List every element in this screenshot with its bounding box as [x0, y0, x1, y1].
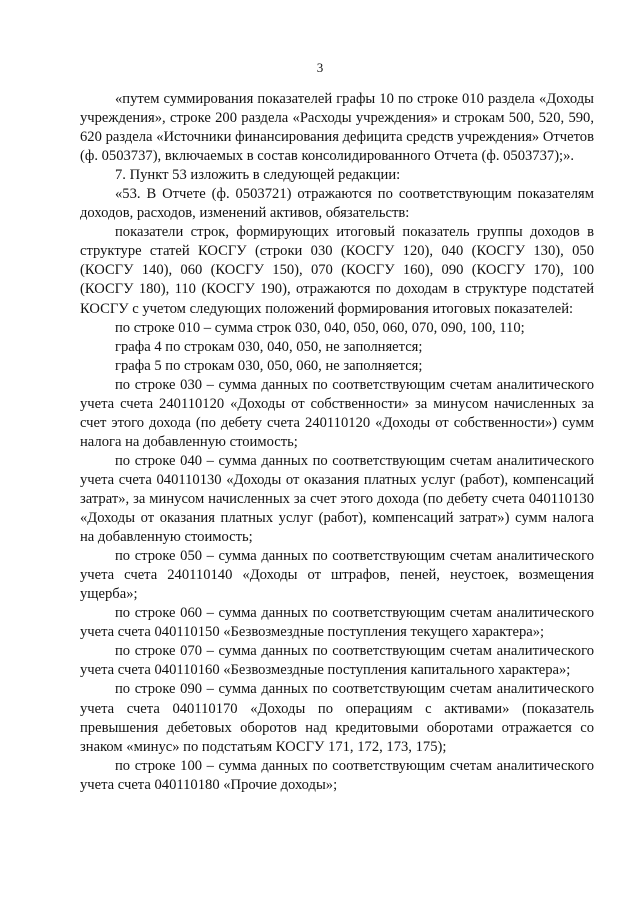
paragraph-point-53: «53. В Отчете (ф. 0503721) отражаются по соответствующим показателям доходов, расходов, изменений активов, обязательств: — [80, 186, 594, 222]
paragraph-line-070: по строке 070 – сумма данных по соответствующим счетам аналитического учета счета 040110160 «Безвозмездные поступления капитального характера»; — [80, 643, 594, 679]
paragraph-line-090: по строке 090 – сумма данных по соответствующим счетам аналитического учета счета 040110170 «Доходы по операциям с активами» (показатель превышения дебетовых оборотов над кредитовыми оборотами отражается со знаком «минус» по подстатьям КОСГУ 171, 172, 173, 175); — [80, 681, 594, 755]
page-number: 3 — [316, 60, 324, 75]
paragraph-line-100: по строке 100 – сумма данных по соответствующим счетам аналитического учета счета 040110180 «Прочие доходы»; — [80, 757, 594, 793]
paragraph-column-4: графа 4 по строкам 030, 040, 050, не заполняется; — [115, 338, 423, 355]
paragraph-summation-clause: «путем суммирования показателей графы 10 по строке 010 раздела «Доходы учреждения», строке 200 раздела «Расходы учреждения» и строкам 500, 520, 590, 620 раздела «Источники финансирования дефицита средств учреждения» Отчетов (ф. 0503737), включаемых в состав консолидированного Отчета (ф. 0503737);». — [80, 91, 594, 165]
paragraph-line-010: по строке 010 – сумма строк 030, 040, 050, 060, 070, 090, 100, 110; — [115, 319, 525, 336]
paragraph-line-040: по строке 040 – сумма данных по соответствующим счетам аналитического учета счета 040110130 «Доходы от оказания платных услуг (работ), компенсаций затрат», за минусом начисленных за счет этого дохода (по дебету счета 040110130 «Доходы от оказания платных услуг (работ), компенсаций затрат») сумм налога на добавленную стоимость; — [80, 452, 594, 546]
paragraph-column-5: графа 5 по строкам 030, 050, 060, не заполняется; — [115, 357, 423, 374]
paragraph-item-7: 7. Пункт 53 изложить в следующей редакции: — [115, 167, 401, 184]
paragraph-line-030: по строке 030 – сумма данных по соответствующим счетам аналитического учета счета 240110120 «Доходы от собственности» за минусом начисленных за счет этого дохода (по дебету счета 240110120 «Доходы от собственности») сумм налога на добавленную стоимость; — [80, 376, 594, 450]
paragraph-line-050: по строке 050 – сумма данных по соответствующим счетам аналитического учета счета 240110140 «Доходы от штрафов, пеней, неустоек, возмещения ущерба»; — [80, 548, 594, 603]
paragraph-line-060: по строке 060 – сумма данных по соответствующим счетам аналитического учета счета 040110150 «Безвозмездные поступления текущего характера»; — [80, 605, 594, 641]
document-body — [80, 90, 594, 795]
paragraph-kosgu-structure: показатели строк, формирующих итоговый показатель группы доходов в структуре статей КОСГУ (строки 030 (КОСГУ 120), 040 (КОСГУ 130), 050 (КОСГУ 140), 060 (КОСГУ 150), 070 (КОСГУ 160), 090 (КОСГУ 170), 100 (КОСГУ 180), 110 (КОСГУ 190), отражаются по доходам в структуре подстатей КОСГУ с учетом следующих положений формирования итоговых показателей: — [80, 224, 594, 317]
